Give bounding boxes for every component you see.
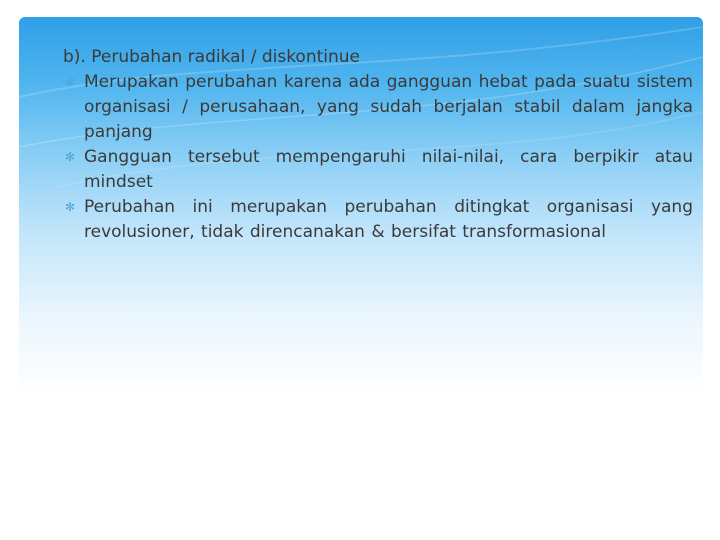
bullet-list [63, 70, 693, 245]
asterisk-bullet-icon: ✻ [64, 200, 76, 214]
asterisk-bullet-icon: ✻ [64, 75, 76, 89]
bullet-text: Gangguan tersebut mempengaruhi nilai-nilai, cara berpikir atau mindset [84, 147, 693, 192]
slide-background [19, 17, 703, 523]
bullet-text: Perubahan ini merupakan perubahan ditingkat organisasi yang revolusioner, tidak direncanakan & bersifat transformasional [84, 197, 693, 242]
asterisk-bullet-icon: ✻ [64, 150, 76, 164]
slide-content [63, 45, 693, 245]
bullet-text: Merupakan perubahan karena ada gangguan hebat pada suatu sistem organisasi / perusahaan, yang sudah berjalan stabil dalam jangka panjang [84, 72, 693, 142]
bullet-item-revolusioner [63, 195, 693, 245]
bullet-item-gangguan-hebat [63, 70, 693, 145]
slide-heading: b). Perubahan radikal / diskontinue [63, 47, 361, 67]
bullet-item-nilai-nilai [63, 145, 693, 195]
